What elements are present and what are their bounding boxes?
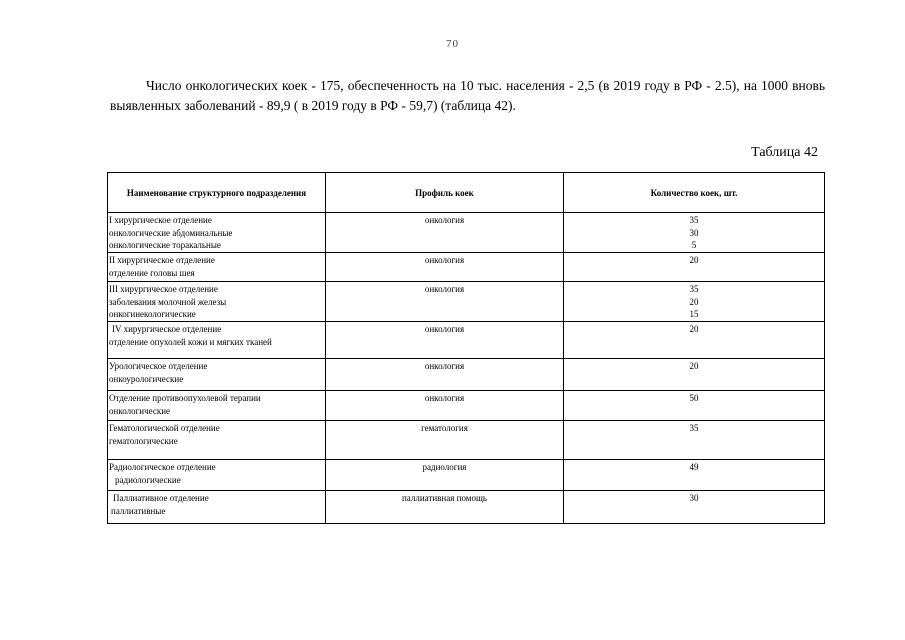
profile-cell: онкология bbox=[326, 253, 564, 282]
header-count: Количество коек, шт. bbox=[564, 173, 825, 213]
table-caption: Таблица 42 bbox=[751, 145, 818, 160]
count-cell bbox=[564, 282, 825, 322]
header-department: Наименование структурного подразделения bbox=[108, 173, 326, 213]
header-profile: Профиль коек bbox=[326, 173, 564, 213]
beds-table bbox=[107, 172, 825, 524]
count-value: 20 bbox=[689, 361, 699, 371]
count-cell bbox=[564, 391, 825, 421]
department-line: отделение головы шея bbox=[109, 267, 195, 278]
count-value: 30 bbox=[689, 227, 699, 238]
department-line: онкоурологические bbox=[109, 373, 184, 384]
department-line: Паллиативное отделение bbox=[113, 493, 209, 503]
department-line: Урологическое отделение bbox=[109, 361, 208, 371]
count-value: 50 bbox=[689, 393, 699, 403]
count-value: 49 bbox=[689, 462, 699, 472]
profile-cell: онкология bbox=[326, 391, 564, 421]
profile-cell: радиология bbox=[326, 460, 564, 491]
department-line: заболевания молочной железы bbox=[109, 296, 227, 307]
department-cell bbox=[108, 421, 326, 460]
department-line: паллиативные bbox=[111, 505, 166, 516]
department-cell bbox=[108, 322, 326, 359]
table-row bbox=[108, 359, 825, 391]
department-cell bbox=[108, 213, 326, 253]
table-row bbox=[108, 253, 825, 282]
table-row bbox=[108, 213, 825, 253]
count-value: 20 bbox=[689, 255, 699, 265]
department-cell bbox=[108, 391, 326, 421]
count-value: 20 bbox=[689, 324, 699, 334]
department-line: IV хирургическое отделение bbox=[112, 324, 222, 334]
table-row bbox=[108, 391, 825, 421]
count-value: 20 bbox=[689, 296, 699, 307]
department-line: отделение опухолей кожи и мягких тканей bbox=[109, 336, 272, 347]
table-row bbox=[108, 460, 825, 491]
profile-cell: онкология bbox=[326, 213, 564, 253]
department-cell bbox=[108, 460, 326, 491]
department-cell bbox=[108, 491, 326, 524]
table-header-row bbox=[108, 173, 825, 213]
count-value: 5 bbox=[691, 240, 697, 250]
count-value: 35 bbox=[689, 284, 699, 294]
count-value: 35 bbox=[689, 215, 699, 225]
department-line: Радиологическое отделение bbox=[109, 462, 216, 472]
department-line: Гематологической отделение bbox=[109, 423, 220, 433]
table-row bbox=[108, 491, 825, 524]
profile-cell: паллиативная помощь bbox=[326, 491, 564, 524]
table-row bbox=[108, 322, 825, 359]
table-row bbox=[108, 282, 825, 322]
department-line: Отделение противоопухолевой терапии bbox=[109, 393, 261, 403]
department-line: I хирургическое отделение bbox=[109, 215, 212, 225]
count-cell bbox=[564, 359, 825, 391]
department-line: II хирургическое отделение bbox=[109, 255, 215, 265]
profile-cell: гематология bbox=[326, 421, 564, 460]
profile-cell: онкология bbox=[326, 322, 564, 359]
count-cell bbox=[564, 460, 825, 491]
department-line: радиологические bbox=[115, 474, 181, 485]
profile-cell: онкология bbox=[326, 359, 564, 391]
department-line: онкологические абдоминальные bbox=[109, 227, 233, 238]
department-line: онкогинекологические bbox=[109, 309, 196, 319]
count-cell bbox=[564, 213, 825, 253]
count-cell bbox=[564, 421, 825, 460]
department-cell bbox=[108, 253, 326, 282]
department-cell bbox=[108, 282, 326, 322]
department-line: онкологические торакальные bbox=[109, 240, 221, 250]
count-value: 35 bbox=[689, 423, 699, 433]
count-cell bbox=[564, 491, 825, 524]
intro-paragraph: Число онкологических коек - 175, обеспеченность на 10 тыс. населения - 2,5 (в 2019 году в РФ - 2.5), на 1000 вновь выявленных заболеваний - 89,9 ( в 2019 году в РФ - 59,7) (таблица 42). bbox=[110, 78, 825, 113]
department-line: онкологические bbox=[109, 405, 171, 416]
department-line: гематологические bbox=[109, 435, 178, 446]
count-cell bbox=[564, 322, 825, 359]
count-value: 15 bbox=[689, 309, 699, 319]
count-cell bbox=[564, 253, 825, 282]
count-value: 30 bbox=[689, 493, 699, 503]
profile-cell: онкология bbox=[326, 282, 564, 322]
department-line: III хирургическое отделение bbox=[109, 284, 218, 294]
table-row bbox=[108, 421, 825, 460]
department-cell bbox=[108, 359, 326, 391]
page-number: 70 bbox=[446, 38, 459, 50]
